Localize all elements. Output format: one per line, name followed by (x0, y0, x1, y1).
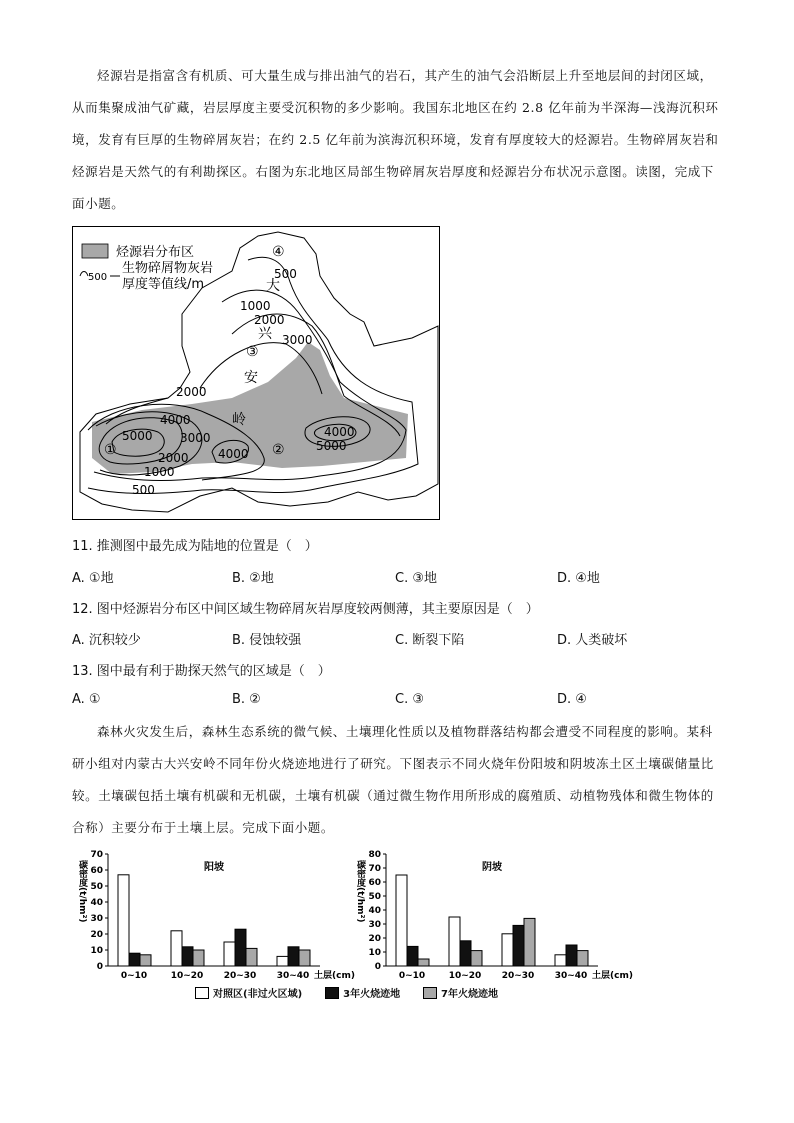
legend-isoline-value: 500 (88, 272, 108, 283)
bar (277, 956, 288, 966)
bar (140, 955, 151, 966)
contour-label: 3000 (180, 431, 211, 445)
point-2: ② (272, 442, 285, 458)
contour-label: 3000 (282, 333, 313, 347)
y-tick-label: 60 (90, 866, 103, 876)
x-tick-label: 30~40 (276, 971, 310, 981)
point-1: ① (104, 442, 117, 458)
range-char-an: 安 (244, 370, 258, 386)
y-tick-label: 30 (368, 920, 381, 930)
contour-label: 2000 (254, 313, 285, 327)
q11-option-a[interactable]: A. ①地 (72, 571, 114, 586)
bar (513, 925, 524, 966)
x-tick-label: 10~20 (448, 971, 482, 981)
bar (418, 959, 429, 966)
legend-swatch-control (195, 987, 209, 999)
point-3: ③ (246, 344, 259, 360)
contour-label: 4000 (324, 425, 355, 439)
bar (193, 950, 204, 966)
q13-option-b[interactable]: B. ② (232, 692, 261, 707)
bar (566, 945, 577, 966)
point-4: ④ (272, 244, 285, 260)
contour-label: 4000 (160, 413, 191, 427)
q11-option-c[interactable]: C. ③地 (395, 571, 437, 586)
y-tick-label: 40 (90, 898, 103, 908)
bar (577, 951, 588, 966)
question-12-stem: 12. 图中烃源岩分布区中间区域生物碎屑灰岩厚度较两侧薄，其主要原因是（ ） (72, 602, 539, 617)
bar (471, 951, 482, 966)
contour-label: 2000 (158, 451, 189, 465)
bar (246, 948, 257, 966)
q11-option-d[interactable]: D. ④地 (557, 571, 600, 586)
y-tick-label: 30 (90, 914, 103, 924)
legend-isoline-label-2: 厚度等值线/m (122, 277, 205, 292)
y-tick-label: 10 (368, 948, 381, 958)
x-tick-label: 20~30 (501, 971, 535, 981)
chart-title: 阳坡 (204, 862, 224, 873)
q13-option-c[interactable]: C. ③ (395, 692, 424, 707)
range-char-da: 大 (266, 278, 280, 294)
bar (524, 918, 535, 966)
x-axis-label: 土层(cm) (592, 971, 633, 981)
range-char-ling: 岭 (232, 412, 246, 428)
chart-title: 阴坡 (482, 862, 502, 873)
contour-label: 500 (132, 483, 155, 497)
sunny-slope-chart (72, 848, 362, 982)
contour-label: 500 (274, 267, 297, 281)
x-tick-label: 0~10 (398, 971, 426, 981)
bar (460, 941, 471, 966)
passage-2: 森林火灾发生后，森林生态系统的微气候、土壤理化性质以及植物群落结构都会遭受不同程度的影响。某科研小组对内蒙古大兴安岭不同年份火烧迹地进行了研究。下图表示不同火烧年份阳坡和阴坡冻土区土壤碳储量比较。土壤碳包括土壤有机碳和无机碳，土壤有机碳（通过微生物作用所形成的腐殖质、动植物残体和微生物体的合称）主要分布于土壤上层。完成下面小题。 (72, 724, 714, 835)
y-tick-label: 20 (368, 934, 381, 944)
question-13-stem: 13. 图中最有利于勘探天然气的区域是（ ） (72, 664, 331, 679)
y-tick-label: 10 (90, 946, 103, 956)
legend-label-7yr: 7年火烧迹地 (441, 989, 499, 1000)
bar (235, 929, 246, 966)
geology-map (72, 226, 440, 520)
x-tick-label: 0~10 (120, 971, 148, 981)
bar (182, 947, 193, 966)
y-tick-label: 20 (90, 930, 103, 940)
q11-option-b[interactable]: B. ②地 (232, 571, 274, 586)
legend-label-3yr: 3年火烧迹地 (343, 989, 401, 1000)
legend-swatch-source-rock (82, 244, 108, 258)
y-tick-label: 50 (368, 892, 381, 902)
bar (407, 946, 418, 966)
bar (555, 955, 566, 966)
y-tick-label: 50 (90, 882, 103, 892)
x-axis-label: 土层(cm) (314, 971, 355, 981)
legend-source-rock-label: 烃源岩分布区 (116, 245, 195, 260)
y-axis-label: 碳密度(t/hm²) (77, 860, 87, 923)
question-11-stem: 11. 推测图中最先成为陆地的位置是（ ） (72, 539, 318, 554)
q13-option-d[interactable]: D. ④ (557, 692, 587, 707)
bar (171, 931, 182, 966)
contour-label: 2000 (176, 385, 207, 399)
legend-swatch-3yr (325, 987, 339, 999)
q12-option-a[interactable]: A. 沉积较少 (72, 633, 141, 648)
bar (449, 917, 460, 966)
contour-label: 1000 (144, 465, 175, 479)
shady-slope-chart (350, 848, 640, 982)
contour-label: 4000 (218, 447, 249, 461)
passage-1: 烃源岩是指富含有机质、可大量生成与排出油气的岩石，其产生的油气会沿断层上升至地层间的封闭区域，从而集聚成油气矿藏，岩层厚度主要受沉积物的多少影响。我国东北地区在约 2.8 亿年前为半深海—浅海沉积环境，发育有巨厚的生物碎屑灰岩；在约 2.5 亿年前为滨海沉积环境，发育有厚度较大的烃源岩。生物碎屑灰岩和烃源岩是天然气的有利勘探区。右图为东北地区局部生物碎屑灰岩厚度和烃源岩分布状况示意图。读图，完成下面小题。 (72, 68, 719, 211)
q12-option-c[interactable]: C. 断裂下陷 (395, 633, 465, 648)
y-tick-label: 40 (368, 906, 381, 916)
bar (299, 950, 310, 966)
q12-option-d[interactable]: D. 人类破坏 (557, 633, 628, 648)
x-tick-label: 10~20 (170, 971, 204, 981)
q13-option-a[interactable]: A. ① (72, 692, 101, 707)
y-tick-label: 0 (96, 962, 103, 972)
contour-label: 1000 (240, 299, 271, 313)
q12-option-b[interactable]: B. 侵蚀较强 (232, 633, 302, 648)
bar (502, 934, 513, 966)
y-tick-label: 0 (374, 962, 381, 972)
x-tick-label: 30~40 (554, 971, 588, 981)
legend-label-control: 对照区(非过火区域) (213, 989, 303, 1000)
y-tick-label: 60 (368, 878, 381, 888)
y-tick-label: 80 (368, 850, 381, 860)
range-char-xing: 兴 (258, 326, 272, 342)
bar (129, 953, 140, 966)
bar (396, 875, 407, 966)
bar (118, 875, 129, 966)
legend-swatch-7yr (423, 987, 437, 999)
contour-label: 5000 (122, 429, 153, 443)
bar (288, 947, 299, 966)
y-axis-label: 碳密度(t/hm²) (355, 860, 365, 923)
bar (224, 942, 235, 966)
y-tick-label: 70 (90, 850, 103, 860)
y-tick-label: 70 (368, 864, 381, 874)
contour-label: 5000 (316, 439, 347, 453)
chart-legend (195, 985, 498, 1000)
legend-isoline-label-1: 生物碎屑物灰岩 (122, 261, 214, 276)
x-tick-label: 20~30 (223, 971, 257, 981)
